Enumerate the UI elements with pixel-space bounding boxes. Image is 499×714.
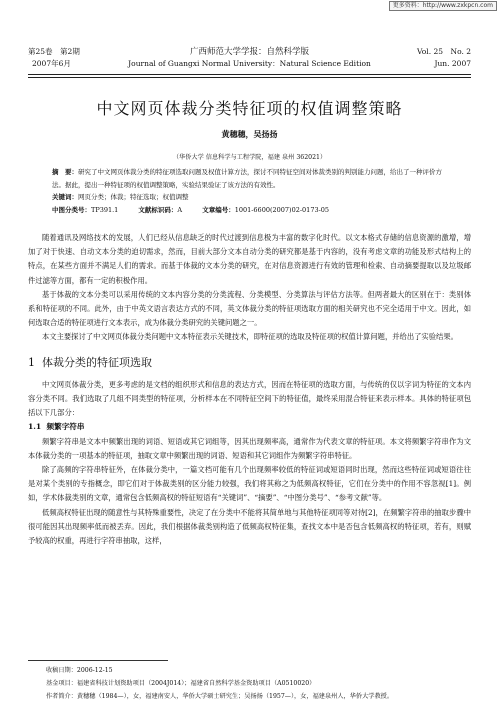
abstract-text: 研究了中文网页体裁分类的特征项选取问题及权值计算方法，探讨不同特征空间对体裁类别的判别能力问题，给出了一种评价方法。据此，提出一种特征项的权值调整策略，实验结果验证了该方法的有效性。: [52, 168, 442, 189]
running-header: [28, 46, 471, 76]
header-rule-thin: [28, 77, 471, 78]
intro-paragraph-3: 本文主要探讨了中文网页体裁分类问题中文本特征表示关键技术，即特征项的选取及特征项的权值计算问题，并给出了实验结果。: [42, 332, 458, 342]
section-1-1-number: 1.1: [28, 422, 42, 432]
keywords-label: 关键词：: [52, 193, 78, 201]
keywords-text: 网页分类；体裁；特征选取；权值调整: [78, 193, 189, 201]
clc-number: 中图分类号：TP391.1: [52, 205, 119, 214]
paper-authors: 黄穗穗，吴扬扬: [221, 129, 278, 139]
watermark-banner: 更多资料：http://www.zxkpcn.com: [389, 1, 497, 11]
journal-cn: 广西师范大学学报：自然科学版: [189, 47, 309, 57]
journal-en: Journal of Guangxi Normal University：Natural Science Edition: [128, 59, 371, 68]
main-body: [28, 231, 471, 548]
paper-affiliation: （华侨大学 信息科学与工程学院，福建 泉州 362021）: [172, 154, 327, 161]
date-cn: 2007年6月: [32, 59, 71, 68]
classification-row: [52, 204, 447, 217]
paper-title: 中文网页体裁分类特征项的权值调整策略: [96, 99, 403, 118]
volume-en: Vol. 25 No. 2: [417, 47, 471, 56]
section-1-1-paragraph-2: 除了高频的字符串特征外，在体裁分类中，一篇文档可能有几个出现频率较低的特征词或短语同时出现，然而这些特征词或短语往往是对某个类别的专指概念，即它们对于体裁类别的区分能力较强，我们将其称之为低频高权特征，它们在分类中的作用不容忽视[1]。例如，学术体裁类别的文章，通常包含低频高权的特征短语有“关键词”、“摘要”、“中图分类号”、“参考文献”等。: [28, 465, 471, 503]
footnote-rule: [28, 660, 168, 661]
header-right: [417, 46, 471, 70]
section-1-title: 体裁分类的特征项选取: [42, 355, 152, 369]
intro-paragraph-2: 基于体裁的文本分类可以采用传统的文本内容分类的分类流程、分类模型、分类算法与评估方法等。但两者最大的区别在于：类别体系和特征项的不同。此外，由于中英文语言表达方式的不同，英文体裁分类的特征项选取方面的相关研究也不完全适用于中文。因此，如何选取合适的特征项进行文本表示，成为体裁分类研究的关键问题之一。: [28, 289, 471, 328]
section-1-1-title: 频繁字符串: [46, 422, 85, 432]
section-1-heading: [28, 356, 471, 370]
abstract-label: 摘 要：: [52, 168, 78, 176]
footnote-received: 收稿日期：2006-12-15: [46, 667, 113, 674]
intro-paragraph-1: 随着通讯及网络技术的发展，人们已经从信息缺乏的时代过渡到信息极为丰富的数字化时代。以文本格式存储的信息资源的激增，增加了对于快速、自动文本分类的迫切需求，然而，目前大部分文本自动分类的研究都是基于内容的，没有考虑文章的功能及形式结构上的特点，在某些方面并不满足人们的需求。而基于体裁的文本分类的研究，在对信息资源进行有效的管理和检索、自动摘要提取以及垃圾邮件过滤等方面，都有一定的积极作用。: [28, 233, 471, 285]
section-1-1-heading: [28, 420, 471, 434]
section-1-1-paragraph-3: 低频高权特征出现的随意性与其特殊重要性，决定了在分类中不能将其简单地与其他特征项同等对待[2]，在频繁字符串的抽取步骤中很可能因其出现频率低而被丢弃。因此，我们根据体裁类别构造了低频高权特征集，查找文本中是否包含低频高权的特征项，若有，则赋予较高的权重，再进行字符串抽取，这样，: [28, 507, 471, 546]
footnote-block: [46, 664, 471, 703]
abstract-block: [52, 166, 447, 216]
section-1-1-paragraph-1: 频繁字符串是文本中频繁出现的词语、短语或其它词组等，因其出现频率高，通常作为代表文章的特征项。本文将频繁字符串作为文本体裁分类的一项基本的特征项，抽取文章中频繁出现的词语、短语和其它词组作为频繁字符串特征。: [28, 436, 471, 460]
article-number: 文章编号：1001-6600(2007)02-0173-05: [202, 205, 330, 214]
volume-cn: 第25卷 第2期: [28, 47, 80, 56]
date-en: Jun. 2007: [434, 59, 471, 68]
section-1-paragraph: 中文网页体裁分类，更多考虑的是文档的组织形式和信息的表达方式，因而在特征项的选取方面，与传统的仅以字词为特征的文本内容分类不同。我们选取了几组不同类型的特征项，分析样本在不同特征空间下的特征值，最终采用混合特征来表示样本。具体的特征项包括以下几部分：: [28, 379, 471, 418]
footnote-bio: 作者简介：黄穗穗（1984—），女，福建南安人，华侨大学硕士研究生；吴扬扬（1957—），女，福建泉州人，华侨大学教授。: [46, 693, 394, 700]
footnote-fund: 基金项目：福建省科技计划资助项目（2004J014）；福建省自然科学基金资助项目（A0510020）: [46, 680, 316, 687]
header-rule-thick: [28, 74, 471, 75]
document-code: 文献标识码：A: [138, 205, 183, 214]
keywords: [52, 191, 447, 204]
header-center: [28, 46, 471, 70]
section-1-number: 1: [28, 355, 35, 369]
abstract: [52, 166, 447, 191]
